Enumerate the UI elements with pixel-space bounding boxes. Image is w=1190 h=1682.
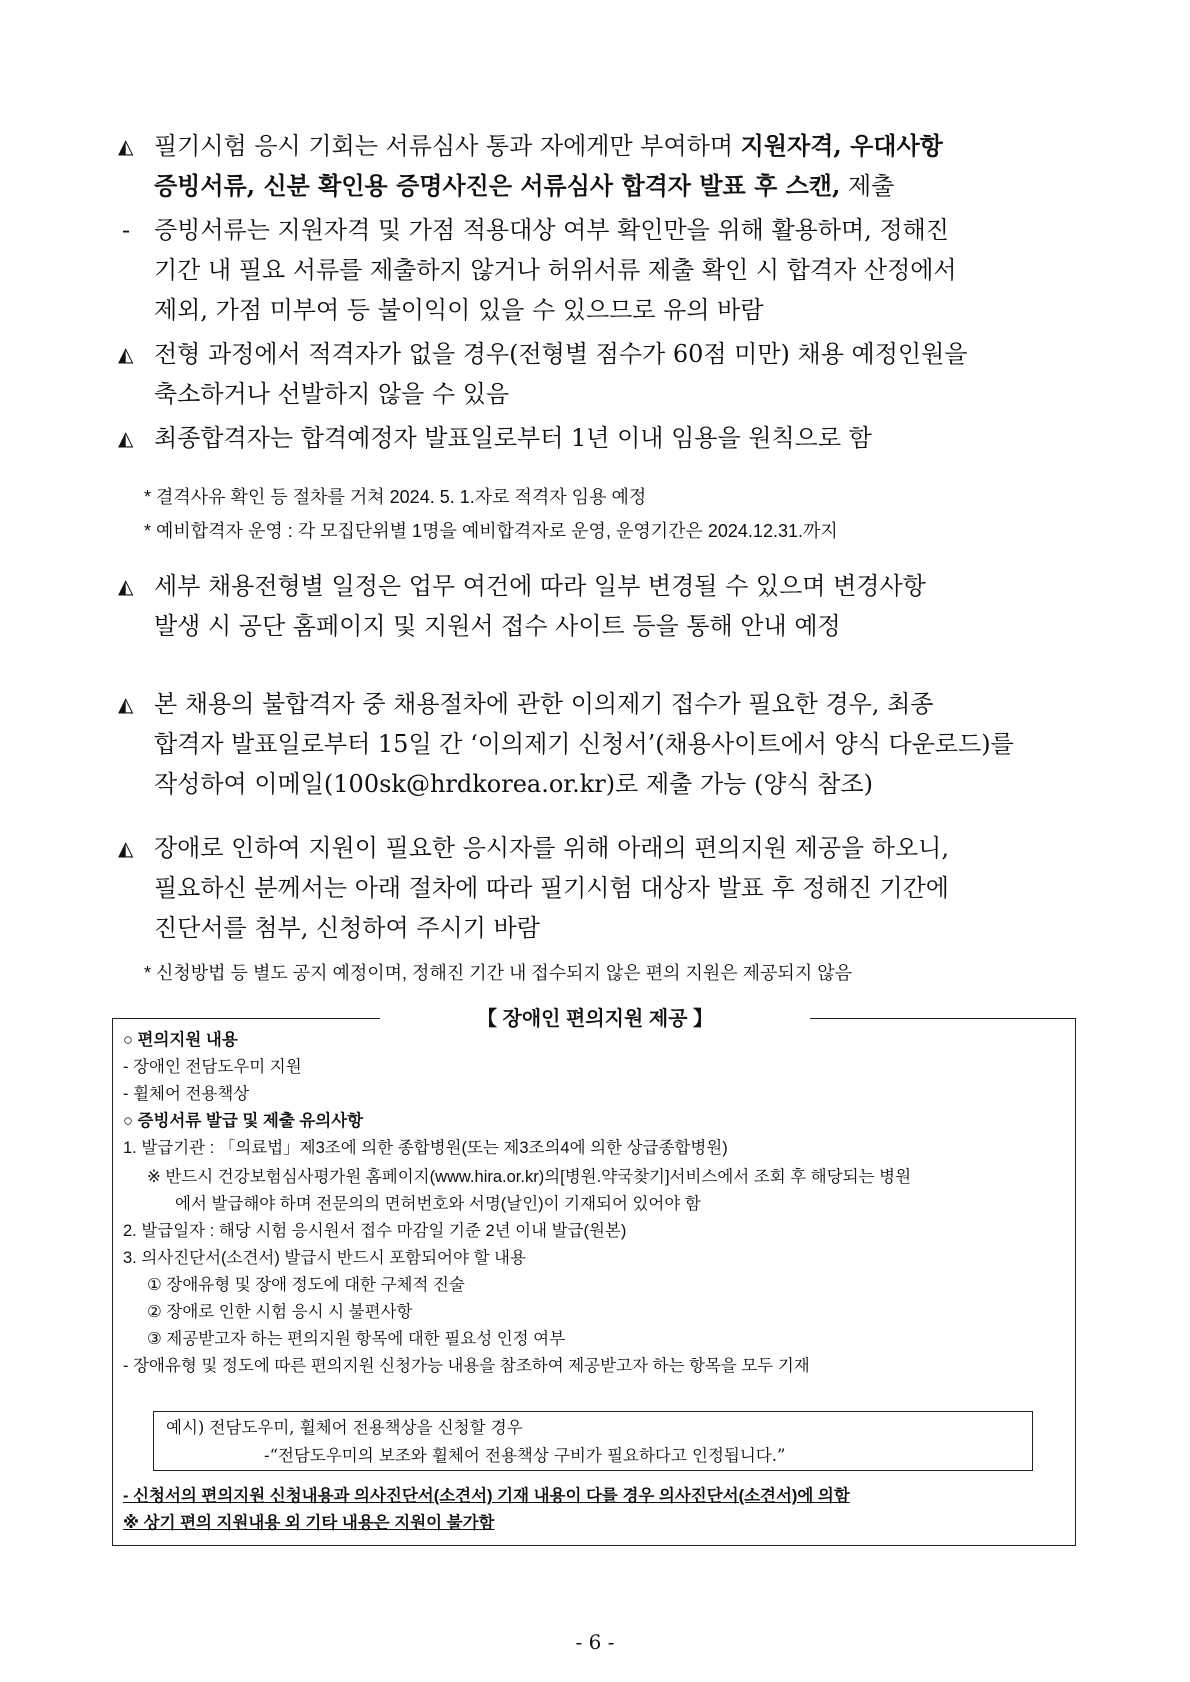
bullet-item [118,828,1078,948]
box-footer-note: ※ 상기 편의 지원내용 외 기타 내용은 지원이 불가함 [123,1514,495,1532]
bullet-line: 최종합격자는 합격예정자 발표일로부터 1년 이내 임용을 원칙으로 함 [154,424,872,452]
dash-line: 제외, 가점 미부여 등 불이익이 있을 수 있으므로 유의 바람 [154,296,764,324]
bullet-line [154,166,1078,206]
bullet-item [118,126,1078,206]
example-line: 예시) 전담도우미, 휠체어 전용책상을 신청할 경우 [166,1418,523,1437]
triangle-bullet-icon: ◭ [118,692,134,716]
box-line: 3. 의사진단서(소견서) 발급시 반드시 포함되어야 할 내용 [123,1249,526,1267]
box-heading: ○ 증빙서류 발급 및 제출 유의사항 [123,1112,364,1130]
bullet-line: 진단서를 첨부, 신청하여 주시기 바람 [154,914,540,942]
bullet-line [154,126,1078,166]
dash-line: 기간 내 필요 서류를 제출하지 않거나 허위서류 제출 확인 시 합격자 산정에서 [154,256,957,284]
bullet-line: 필요하신 분께서는 아래 절차에 따라 필기시험 대상자 발표 후 정해진 기간에 [154,874,949,902]
note-line: * 결격사유 확인 등 절차를 거쳐 2024. 5. 1.자로 적격자 임용 예정 [144,487,647,507]
triangle-bullet-icon: ◭ [118,342,134,366]
triangle-bullet-icon: ◭ [118,134,134,158]
text-run-bold: 지원자격, 우대사항 [740,131,943,160]
text-run: 제출 [840,172,895,200]
bullet-line: 축소하거나 선발하지 않을 수 있음 [154,380,510,408]
box-line: 에서 발급해야 하며 전문의의 면허번호와 서명(날인)이 기재되어 있어야 함 [175,1195,701,1213]
bullet-line: 작성하여 이메일(100sk@hrdkorea.or.kr)로 제출 가능 (양식 참조) [154,770,874,798]
example-box [153,1411,1033,1471]
box-line: ※ 반드시 건강보험심사평가원 홈페이지(www.hira.or.kr)의[병원.약국찾기]서비스에서 조회 후 해당되는 병원 [147,1168,912,1186]
example-line: -“전담도우미의 보조와 휠체어 전용책상 구비가 필요하다고 인정됩니다.” [264,1446,786,1465]
box-line: 2. 발급일자 : 해당 시험 응시원서 접수 마감일 기준 2년 이내 발급(원본) [123,1222,627,1240]
box-line: - 장애유형 및 정도에 따른 편의지원 신청가능 내용을 참조하여 제공받고자 하는 항목을 모두 기재 [123,1357,810,1375]
box-line: 1. 발급기관 : 「의료법」제3조에 의한 종합병원(또는 제3조의4에 의한 상급종합병원) [123,1139,728,1157]
box-title: 【 장애인 편의지원 제공 】 [380,1004,810,1034]
page-number: - 6 - [575,1630,615,1654]
dash-item [122,210,1078,330]
box-heading: ○ 편의지원 내용 [123,1031,238,1049]
box-line: ③ 제공받고자 하는 편의지원 항목에 대한 필요성 인정 여부 [147,1330,566,1348]
text-run: 필기시험 응시 기회는 서류심사 통과 자에게만 부여하며 [154,132,741,160]
box-line: ① 장애유형 및 장애 정도에 대한 구체적 진술 [147,1276,465,1294]
box-line: - 휠체어 전용책상 [123,1085,250,1103]
dash-mark: - [122,216,131,244]
box-line: ② 장애로 인한 시험 응시 시 불편사항 [147,1303,413,1321]
bullet-line: 전형 과정에서 적격자가 없을 경우(전형별 점수가 60점 미만) 채용 예정인원을 [154,340,968,368]
bullet-line: 합격자 발표일로부터 15일 간 ‘이의제기 신청서’(채용사이트에서 양식 다운로드)를 [154,730,1014,758]
bullet-line: 세부 채용전형별 일정은 업무 여건에 따라 일부 변경될 수 있으며 변경사항 [154,572,926,600]
bullet-line: 본 채용의 불합격자 중 채용절차에 관한 이의제기 접수가 필요한 경우, 최종 [154,690,934,718]
box-footer-note: - 신청서의 편의지원 신청내용과 의사진단서(소견서) 기재 내용이 다를 경우 의사진단서(소견서)에 의함 [123,1487,850,1505]
bullet-line: 장애로 인하여 지원이 필요한 응시자를 위해 아래의 편의지원 제공을 하오니, [154,834,949,862]
note-line: * 신청방법 등 별도 공지 예정이며, 정해진 기간 내 접수되지 않은 편의 지원은 제공되지 않음 [144,963,852,983]
triangle-bullet-icon: ◭ [118,574,134,598]
box-line: - 장애인 전담도우미 지원 [123,1058,302,1076]
note-line: * 예비합격자 운영 : 각 모집단위별 1명을 예비합격자로 운영, 운영기간은 2024.12.31.까지 [144,521,838,541]
bullet-item [118,566,1078,646]
text-run-bold: 증빙서류, 신분 확인용 증명사진은 서류심사 합격자 발표 후 스캔, [154,171,841,200]
dash-line: 증빙서류는 지원자격 및 가점 적용대상 여부 확인만을 위해 활용하며, 정해진 [154,216,949,244]
bullet-item [118,418,1078,458]
bullet-item [118,684,1078,804]
triangle-bullet-icon: ◭ [118,426,134,450]
bullet-line: 발생 시 공단 홈페이지 및 지원서 접수 사이트 등을 통해 안내 예정 [154,612,841,640]
bullet-item [118,334,1078,414]
disability-support-box [112,1018,1076,1546]
triangle-bullet-icon: ◭ [118,836,134,860]
